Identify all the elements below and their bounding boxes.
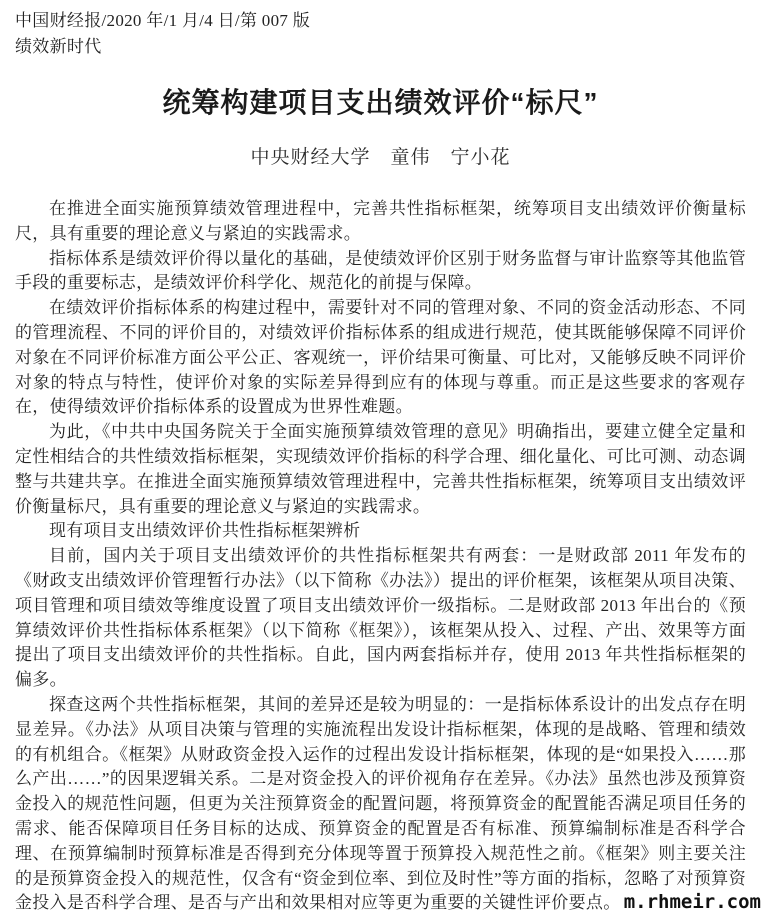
section-heading: 现有项目支出绩效评价共性指标框架辨析: [49, 521, 361, 541]
article-body: [15, 197, 746, 916]
paragraph: 指标体系是绩效评价得以量化的基础，是使绩效评价区别于财务监督与审计监察等其他监管手段的重要标志，是绩效评价科学化、规范化的前提与保障。: [15, 248, 746, 293]
column-name: 绩效新时代: [15, 37, 102, 56]
watermark: m.rhmeir.com: [623, 891, 761, 913]
document-header: [15, 8, 746, 60]
paragraph: 探查这两个共性指标框架，其间的差异还是较为明显的：一是指标体系设计的出发点存在明显差异。《办法》从项目决策与管理的实施流程出发设计指标框架，体现的是战略、管理和绩效的有机组合。《框架》从财政资金投入运作的过程出发设计指标框架，体现的是“如果投入……那么产出……”的因果逻辑关系。二是对资金投入的评价视角存在差异。《办法》虽然也涉及预算资金投入的规范性问题，但更为关注预算资金的配置问题，将预算资金的配置能否满足项目任务的需求、能否保障项目任务目标的达成、预算资金的配置是否有标准、预算编制标准是否科学合理、在预算编制时预算标准是否得到充分体现等置于预算投入规范性之前。《框架》则主要关注的是预算资金投入的规范性，仅含有“资金到位率、到位及时性”等方面的指标，忽略了对预算资金投入是否科学合理、是否与产出和效果相对应等更为重要的关键性评价要点。: [15, 694, 746, 913]
paragraph: 目前，国内关于项目支出绩效评价的共性指标框架共有两套：一是财政部 2011 年发布的《财政支出绩效评价管理暂行办法》（以下简称《办法》）提出的评价框架，该框架从项目决策、项目管理和项目绩效等维度设置了项目支出绩效评价一级指标。二是财政部 2013 年出台的《预算绩效评价共性指标体系框架》（以下简称《框架》），该框架从投入、过程、产出、效果等方面提出了项目支出绩效评价的共性指标。自此，国内两套指标并存，使用 2013 年共性指标框架的偏多。: [15, 546, 746, 690]
paragraph: 为此，《中共中央国务院关于全面实施预算绩效管理的意见》明确指出，要建立健全定量和定性相结合的共性绩效指标框架，实现绩效评价指标的科学合理、细化量化、可比可测、动态调整与共建共享。在推进全面实施预算绩效管理进程中，完善共性指标框架，统筹项目支出绩效评价衡量标尺，具有重要的理论意义与紧迫的实践需求。: [15, 422, 746, 516]
paragraph: 在绩效评价指标体系的构建过程中，需要针对不同的管理对象、不同的资金活动形态、不同的管理流程、不同的评价目的，对绩效评价指标体系的组成进行规范，使其既能够保障不同评价对象在不同评价标准方面公平公正、客观统一，评价结果可衡量、可比对，又能够反映不同评价对象的特点与特性，使评价对象的实际差异得到应有的体现与尊重。而正是这些要求的客观存在，使得绩效评价指标体系的设置成为世界性难题。: [15, 298, 746, 417]
paragraph: 在推进全面实施预算绩效管理进程中，完善共性指标框架，统筹项目支出绩效评价衡量标尺，具有重要的理论意义与紧迫的实践需求。: [15, 199, 746, 243]
article-title: 统筹构建项目支出绩效评价“标尺”: [162, 87, 599, 118]
article-byline: 中央财经大学 童伟 宁小花: [250, 147, 511, 168]
publication-info: 中国财经报/2020 年/1 月/4 日/第 007 版: [15, 11, 311, 30]
